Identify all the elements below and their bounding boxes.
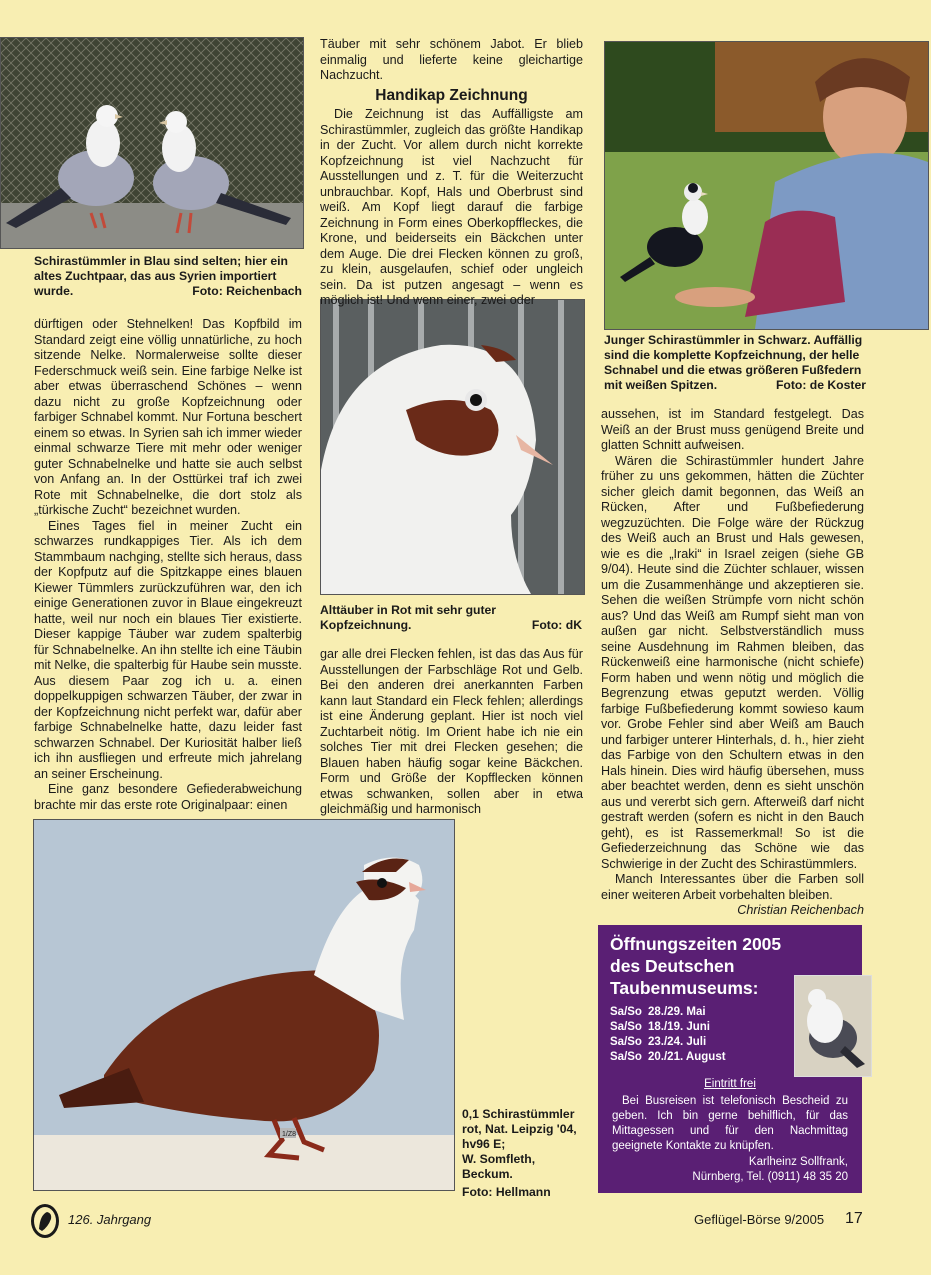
box-title-line: Taubenmuseums: bbox=[610, 978, 759, 998]
caption-red-head bbox=[320, 603, 582, 633]
photo-credit: Foto: de Koster bbox=[775, 378, 866, 392]
date-day: Sa/So bbox=[610, 1051, 642, 1063]
date-day: Sa/So bbox=[610, 1021, 642, 1033]
paragraph: Die Zeichnung ist das Auffälligste am Schirastümmler, zugleich das größte Handikap in der Zucht. Vor allem durch nicht korrekte Kopfzeichnung ist viel Nachzucht für Ausstellungen und z. T. für die Weiterzucht unbrauchbar. Kopf, Hals und Oberbrust sind weiß. Am Kopf liegt darauf die farbige Zeichnung in Form eines Oberkopffleckes, die Krone, und beiderseits ein Bäckchen unter dem Auge. Die drei Flecken können zu groß, zu klein, ausgelaufen, schief oder ungleich sein. Da ist putzen angesagt – wenn es möglich ist! Und wenn einer, zwei oder bbox=[320, 107, 583, 307]
date-day: Sa/So bbox=[610, 1006, 642, 1018]
magazine-logo bbox=[30, 1203, 60, 1239]
caption-line: 0,1 Schirastümmler bbox=[462, 1107, 575, 1121]
caption-line: Beckum. bbox=[462, 1167, 513, 1181]
entry-info: Eintritt frei bbox=[704, 1078, 756, 1090]
text-column-middle-bottom bbox=[320, 647, 583, 818]
date-value: 20./21. August bbox=[648, 1051, 726, 1063]
paragraph: Eine ganz besondere Gefiederabweichung brachte mir das erste rote Originalpaar: einen bbox=[34, 782, 302, 812]
footer-page-number: 17 bbox=[845, 1210, 863, 1227]
paragraph: Bei Busreisen ist telefonisch Bescheid zu geben. Ich bin gerne behilflich, für das Mittagessen und für den Nachmittag geeignete Kontakte zu knüpfen. bbox=[612, 1095, 848, 1152]
paragraph: gar alle drei Flecken fehlen, ist das das Aus für Ausstellungen der Farbschläge Rot und Gelb. Bei den anderen drei anerkannten Farben kann laut Standard ein Fleck fehlen; allerdings ist eine Änderung geplant. Hier ist noch viel Zuchtarbeit nötig. Im Orient habe ich nie ein solches Tier mit drei Flecken gesehen; die Blauen haben häufig sogar keine Bäckchen. Form und Größe der Kopfflecken können etwas schwanken, sollen aber in etwa gleichmäßig und harmonisch bbox=[320, 647, 583, 816]
caption-red-full bbox=[462, 1107, 592, 1200]
caption-black-young bbox=[604, 333, 866, 393]
caption-text: Junger Schirastümmler in Schwarz. Auffällig sind die komplette Kopfzeichnung, der helle Schnabel und die etwas größeren Fußfedern mit weißen Spitzen. bbox=[604, 333, 863, 392]
paragraph: Täuber mit sehr schönem Jabot. Er blieb einmalig und lieferte keine gleichartige Nachzucht. bbox=[320, 37, 583, 82]
box-signature bbox=[692, 1155, 848, 1185]
box-title bbox=[610, 933, 781, 999]
box-title-line: des Deutschen bbox=[610, 956, 735, 976]
text-column-middle-top bbox=[320, 37, 583, 309]
ring-text: 1/Z8 bbox=[282, 1131, 297, 1138]
museum-info-box bbox=[598, 925, 862, 1193]
box-title-line: Öffnungszeiten 2005 bbox=[610, 934, 782, 954]
date-row bbox=[610, 1050, 726, 1065]
opening-dates bbox=[610, 1005, 726, 1065]
photo-credit: Foto: Reichenbach bbox=[192, 284, 302, 298]
photo-red-full bbox=[33, 819, 455, 1191]
museum-pigeon-photo bbox=[794, 975, 872, 1077]
photo-red-head bbox=[320, 299, 585, 595]
paragraph: dürftigen oder Stehnelken! Das Kopfbild im Standard zeigt eine völlig unnatürliche, zu hoch sitzende Nelke. Normalerweise sollte dieser Federschmuck weiß sein. Eine farbige Nelke ist aber etwas überraschend Schönes – wenn dazu nicht zu große Kopfzeichnung oder farbiger Schnabel kommt. Nur Fortuna beschert einem so etwas. In Syrien sah ich immer wieder einmal schwarze Tiere mit mehr oder weniger guter Schnabelnelke und hatte sie auch selbst von Anfang an. In der Osttürkei traf ich zwei Rote mit Schnabelnelke, die dort stolz als „türkische Zucht“ bezeichnet wurden. bbox=[34, 317, 302, 517]
footer-magazine: Geflügel-Börse 9/2005 bbox=[694, 1212, 825, 1227]
photo-black-young bbox=[604, 41, 929, 330]
section-heading: Handikap Zeichnung bbox=[375, 86, 528, 104]
paragraph: Eines Tages fiel in meiner Zucht ein schwarzes rundkappiges Tier. Als ich dem Stammbaum nachging, stellte sich heraus, dass der Kopfputz auf die Spitzkappe eines blauen Kiewer Tümmlers zurückzuführen war, den ich einige Generationen zuvor in Blaue eingekreuzt hatte, weil nur noch ein blaues Tier existierte. Dieser kappige Täuber war zudem spalterbig für Schnabelnelke. An ihn stellte ich eine Täubin mit Nelke, die spalterbig für Haube sein musste. Aus diesem Paar zog ich u. a. einen doppelkuppigen schwarzen Täuber, der zwar in der Kopfzeichnung nicht perfekt war, dafür aber farbige Schnabelnelke hatte, dazu leider fast schwarzen Schnabel. Der Kuriosität halber ließ ich ihn ausfliegen und erfreute mich jahrelang an seiner Erscheinung. bbox=[34, 518, 302, 781]
box-info-text bbox=[612, 1094, 848, 1154]
caption-blue-pair bbox=[34, 254, 302, 299]
date-row bbox=[610, 1005, 726, 1020]
author: Christian Reichenbach bbox=[737, 903, 864, 917]
paragraph: Manch Interessantes über die Farben soll einer weiteren Arbeit vorbehalten bleiben. bbox=[601, 872, 864, 902]
caption-line: hv96 E; bbox=[462, 1137, 506, 1151]
date-value: 28./29. Mai bbox=[648, 1006, 706, 1018]
date-day: Sa/So bbox=[610, 1036, 642, 1048]
signature-line: Nürnberg, Tel. (0911) 48 35 20 bbox=[692, 1171, 848, 1183]
photo-blue-pair bbox=[0, 37, 304, 249]
text-column-left bbox=[34, 317, 302, 813]
signature-line: Karlheinz Sollfrank, bbox=[748, 1156, 848, 1168]
caption-line: W. Somfleth, bbox=[462, 1152, 536, 1166]
paragraph: Wären die Schirastümmler hundert Jahre früher zu uns gekommen, hätten die Züchter sicher gleich damit begonnen, das Weiß an Rücken, After und Fußbefiederung wegzuzüchten. Die Folge wäre der Rückzug des Weiß auch an Brust und Hals gewesen, wie es die „Iraki“ in Israel zeigen (siehe GB 9/04). Heute sind die Züchter schlauer, wissen um die Zusammenhänge und akzeptieren sie. Sehen die weißen Strümpfe vorn nicht schön aus? Und das Weiß am Rumpf sieht man von außen gar nicht. Selbstverständlich muss seine Ausdehnung im Rahmen bleiben, das Rückenweiß eine harmonische (nicht schiefe) Form haben und wenn nötig und möglich die Begrenzung etwas geputzt werden. Völlig farbige Fußbefiederung kommt sowieso kaum vor. Grobe Fehler sind aber Weiß am Bauch und farbiger unterer Hinterhals, d. h., hier zieht das Farbige von den Schultern etwas in den Hals hinein. Dies wird häufig übersehen, muss aber beachtet werden, denn es sieht unschön aus und vererbt sich gern. Afterweiß darf nicht gestraft werden (sofern es nicht in den Bauch geht), es ist Rassemerkmal! So ist die Gefiederzeichnung das Schöne wie das Schwierige in der Zucht des Schirastümmlers. bbox=[601, 453, 864, 871]
date-value: 23./24. Juli bbox=[648, 1036, 707, 1048]
footer-volume: 126. Jahrgang bbox=[68, 1212, 152, 1227]
caption-text: Schirastümmler in Blau sind selten; hier ein altes Zuchtpaar, das aus Syrien importiert wurde. bbox=[34, 254, 288, 298]
paragraph: aussehen, ist im Standard festgelegt. Das Weiß an der Brust muss genügend Breite und glatten Schnitt aufweisen. bbox=[601, 407, 864, 452]
caption-text: Alttäuber in Rot mit sehr guter Kopfzeichnung. bbox=[320, 603, 497, 632]
caption-line: rot, Nat. Leipzig '04, bbox=[462, 1122, 577, 1136]
text-column-right bbox=[601, 407, 864, 919]
photo-credit: Foto: Hellmann bbox=[462, 1185, 551, 1199]
date-row bbox=[610, 1035, 726, 1050]
photo-credit: Foto: dK bbox=[531, 618, 582, 632]
date-row bbox=[610, 1020, 726, 1035]
date-value: 18./19. Juni bbox=[648, 1021, 711, 1033]
